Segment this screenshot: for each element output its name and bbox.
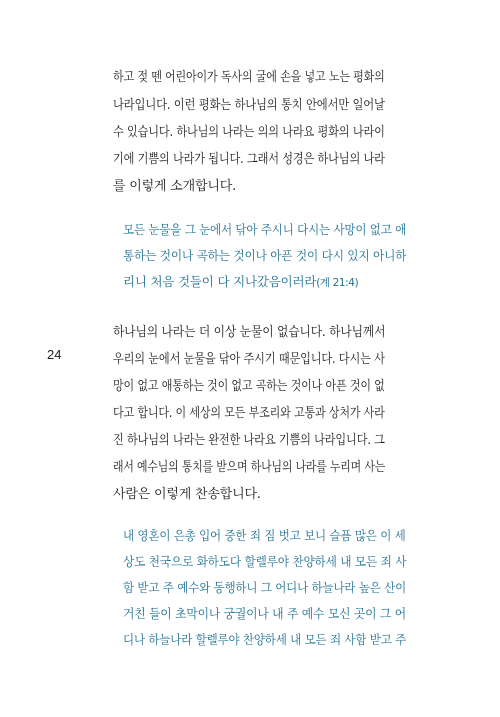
- paragraph-1-line: 하고 젖 뗀 어린아이가 독사의 굴에 손을 넣고 노는 평화의: [113, 70, 385, 85]
- quote-1-line: [123, 272, 358, 290]
- paragraph-1-line: 기에 기쁨의 나라가 됩니다. 그래서 성경은 하나님의 나라: [113, 152, 385, 167]
- paragraph-2-line: 다고 합니다. 이 세상의 모든 부조리와 고통과 상처가 사라: [113, 406, 385, 421]
- quote-1-last-text: 리니 처음 것들이 다 지나갔음이러라: [123, 274, 317, 289]
- quote-1-line: 모든 눈물을 그 눈에서 닦아 주시니 다시는 사망이 없고 애: [123, 222, 407, 237]
- paragraph-2-line: 망이 없고 애통하는 것이 없고 곡하는 것이나 아픈 것이 없: [113, 379, 385, 394]
- quote-2-line: 함 받고 주 예수와 동행하니 그 어디나 하늘나라 높은 산이: [123, 580, 407, 595]
- quote-2-line: 내 영혼이 은총 입어 중한 죄 짐 벗고 보니 슬픔 많은 이 세: [123, 528, 406, 543]
- paragraph-2-line: 하나님의 나라는 더 이상 눈물이 없습니다. 하나님께서: [113, 325, 386, 340]
- paragraph-1-line: 를 이렇게 소개합니다.: [113, 179, 237, 194]
- scripture-reference: (계 21:4): [316, 277, 359, 289]
- paragraph-2-line: 래서 예수님의 통치를 받으며 하나님의 나라를 누리며 사는: [113, 460, 386, 475]
- quote-2-line: 디나 하늘나라 할렐루야 찬양하세 내 모든 죄 사함 받고 주: [123, 632, 407, 647]
- quote-1-line: 통하는 것이나 곡하는 것이나 아픈 것이 다시 있지 아니하: [123, 248, 407, 263]
- quote-2-line: 상도 천국으로 화하도다 할렐루야 찬양하세 내 모든 죄 사: [123, 554, 407, 569]
- paragraph-2-line: 우리의 눈에서 눈물을 닦아 주시기 때문입니다. 다시는 사: [113, 352, 385, 367]
- page-number: 24: [47, 347, 62, 362]
- paragraph-2-line: 진 하나님의 나라는 완전한 나라요 기쁨의 나라입니다. 그: [113, 433, 385, 448]
- paragraph-1-line: 나라입니다. 이런 평화는 하나님의 통치 안에서만 일어날: [113, 98, 385, 113]
- paragraph-2-line: 사람은 이렇게 찬송합니다.: [113, 487, 261, 502]
- paragraph-1-line: 수 있습니다. 하나님의 나라는 의의 나라요 평화의 나라이: [113, 125, 385, 140]
- quote-2-line: 거친 들이 초막이나 궁궐이나 내 주 예수 모신 곳이 그 어: [123, 606, 406, 621]
